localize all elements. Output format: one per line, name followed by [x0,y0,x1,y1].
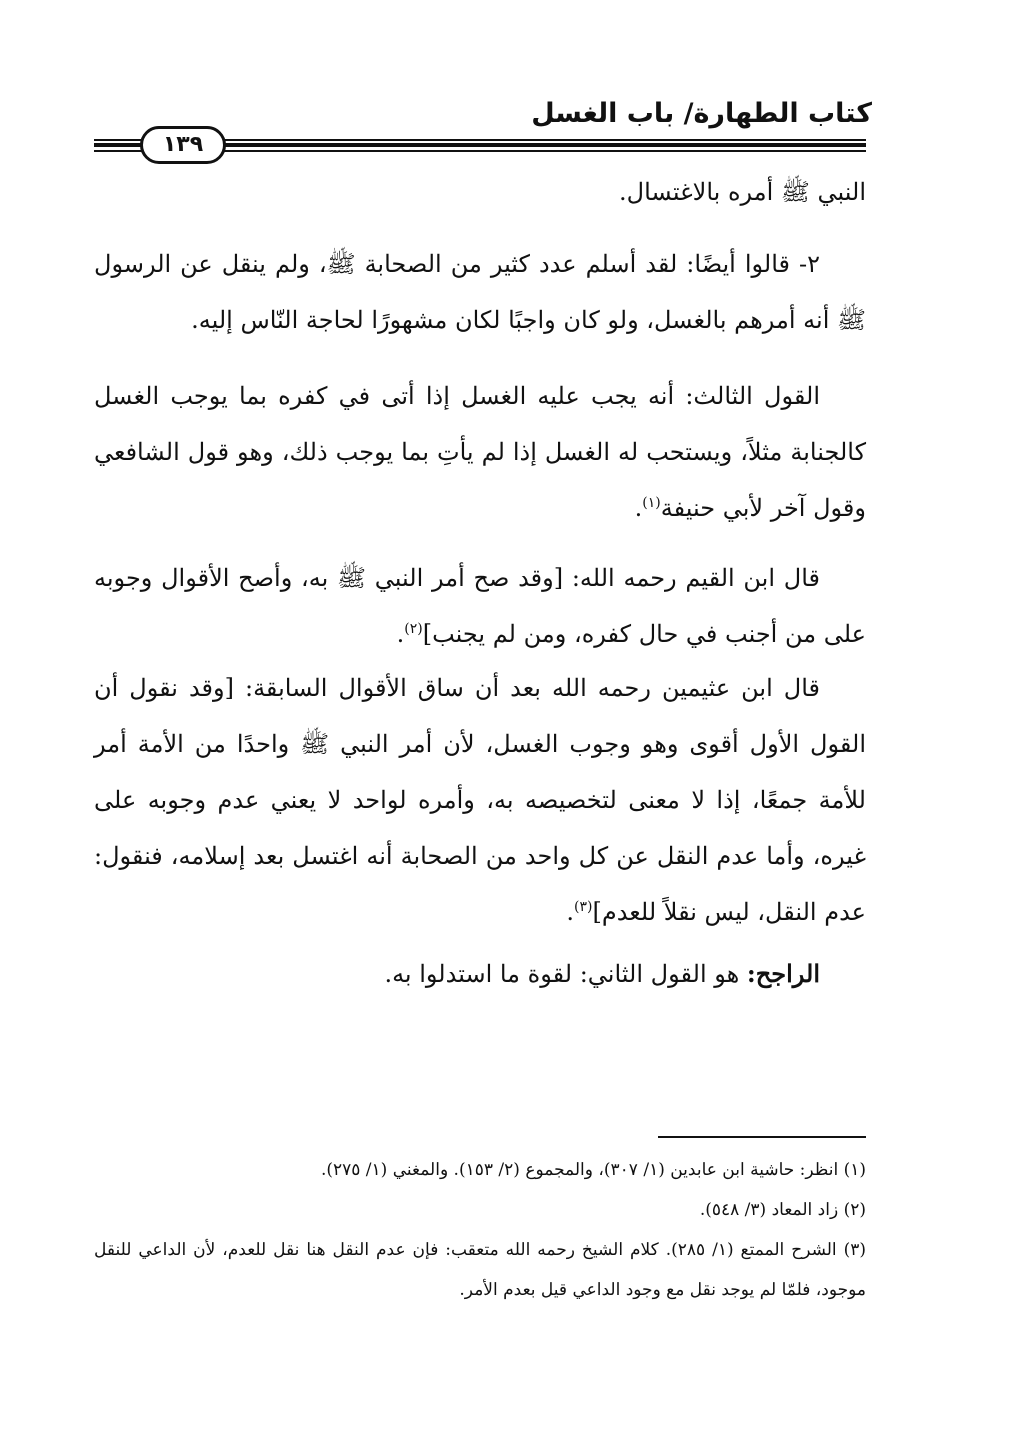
footnote-2: (٢) زاد المعاد (٣/ ٥٤٨). [699,1200,866,1220]
paragraph-3 [94,368,866,536]
paragraph-4-end: . [396,620,405,648]
paragraph-2-text: ٢- قالوا أيضًا: لقد أسلم عدد كثير من الصحابة ﷺ، ولم ينقل عن الرسول ﷺ أنه أمرهم بالغسل، ولو كان واجبًا لكان مشهورًا لحاجة النّاس إليه. [94,250,866,334]
conclusion-text: هو القول الثاني: لقوة ما استدلوا به. [384,960,747,988]
paragraph-6 [94,946,866,1002]
footnote-3: (٣) الشرح الممتع (١/ ٢٨٥). كلام الشيخ رحمه الله متعقب: فإن عدم النقل هنا نقل للعدم، لأن الداعي للنقل موجود، فلمّا لم يوجد نقل مع وجود الداعي قيل بعدم الأمر. [94,1240,867,1300]
paragraph-1-text: النبي ﷺ أمره بالاغتسال. [619,178,866,206]
paragraph-4-container [94,550,866,662]
footnotes-section [94,1150,866,1310]
paragraph-5 [94,660,866,940]
paragraph-5-container [94,660,866,940]
paragraph-4 [94,550,866,662]
footnote-ref-1[interactable]: (١) [642,495,661,511]
paragraph-2 [94,236,866,348]
paragraph-5-text: قال ابن عثيمين رحمه الله بعد أن ساق الأقوال السابقة: [وقد نقول أن القول الأول أقوى وهو وجوب الغسل، لأن أمر النبي ﷺ واحدًا من الأمة أمر للأمة جمعًا، إذا لا معنى لتخصيصه به، وأمره لواحد لا يعني عدم وجوبه على غيره، وأما عدم النقل عن كل واحد من الصحابة أنه اغتسل بعد إسلامه، فنقول: عدم النقل، ليس نقلاً للعدم] [94,674,866,926]
footnote-separator [658,1136,866,1138]
conclusion-label: الراجح: [746,959,820,988]
footnote-ref-3[interactable]: (٣) [574,899,593,915]
footnote-ref-2[interactable]: (٢) [404,621,423,637]
paragraph-3-text: القول الثالث: أنه يجب عليه الغسل إذا أتى في كفره بما يوجب الغسل كالجنابة مثلاً، ويستحب له الغسل إذا لم يأتِ بما يوجب ذلك، وهو قول الشافعي وقول آخر لأبي حنيفة [94,382,866,522]
paragraph-4-text: قال ابن القيم رحمه الله: [وقد صح أمر النبي ﷺ به، وأصح الأقوال وجوبه على من أجنب في حال كفره، ومن لم يجنب] [94,564,866,648]
paragraph-1 [94,164,866,220]
running-header-title: كتاب الطهارة/ باب الغسل [531,98,872,129]
paragraph-3-end: . [634,494,643,522]
paragraph-6-container [94,946,866,1002]
page-number-badge: ١٣٩ [140,126,226,164]
paragraph-5-end: . [566,898,574,926]
paragraph-3-container [94,368,866,536]
footnote-1: (١) انظر: حاشية ابن عابدين (١/ ٣٠٧)، والمجموع (٢/ ١٥٣). والمغني (١/ ٢٧٥). [320,1160,866,1180]
